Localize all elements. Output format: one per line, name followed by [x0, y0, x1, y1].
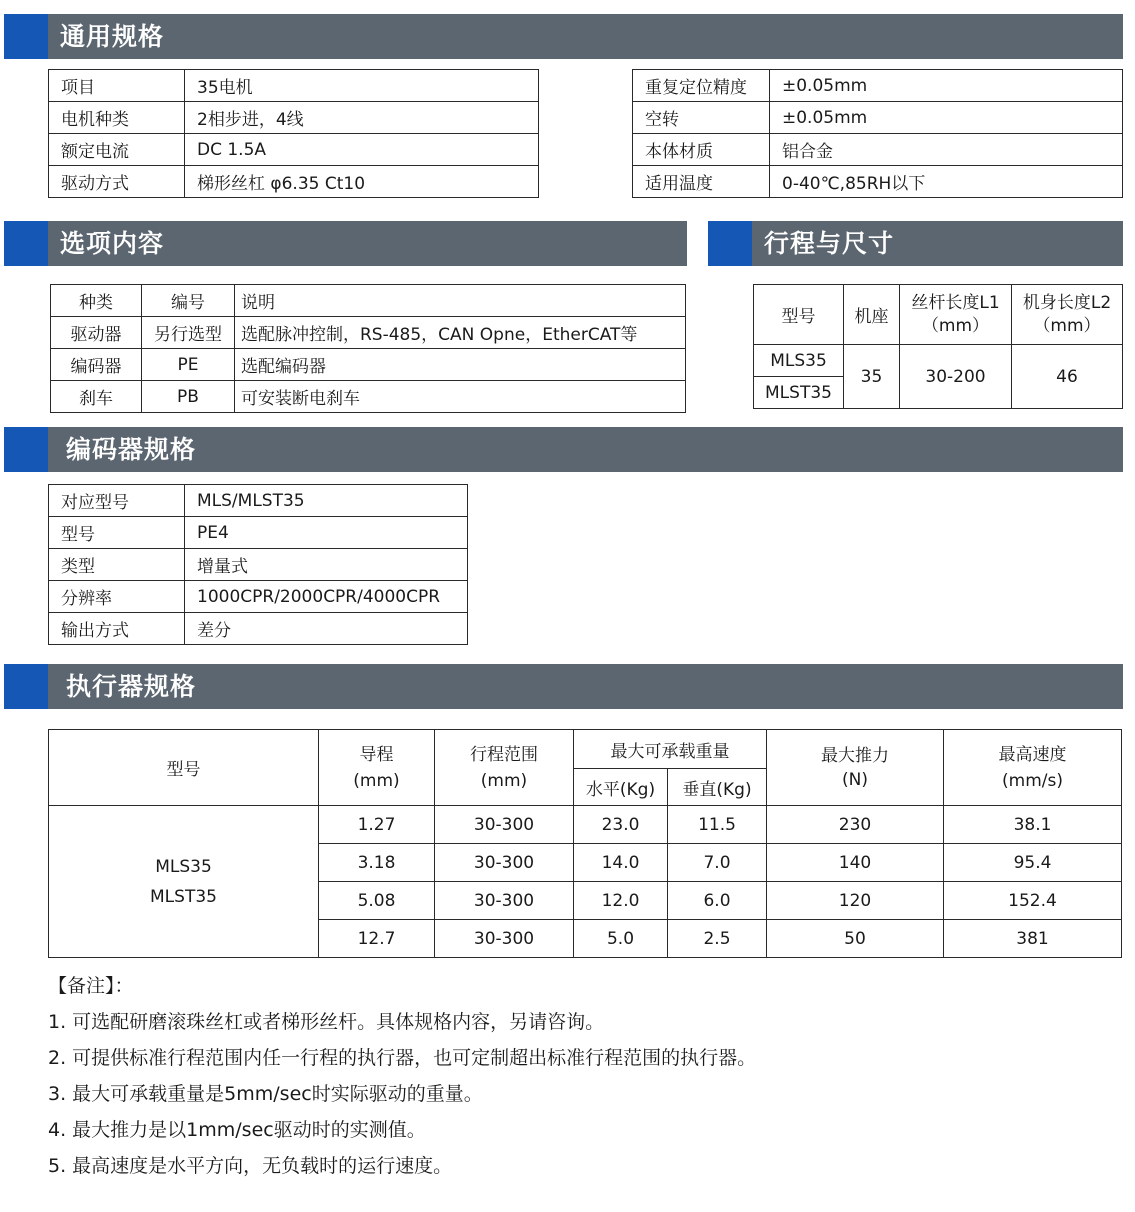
table-row — [51, 349, 686, 381]
range-cell: 30-300 — [435, 844, 574, 882]
section-header-general — [4, 14, 1123, 59]
header-unit: (mm) — [480, 770, 528, 791]
option-code: PB — [142, 381, 235, 413]
l1-cell: 30-200 — [900, 345, 1012, 409]
model-cell — [49, 806, 319, 958]
horizontal-cell: 14.0 — [574, 844, 668, 882]
general-spec-table-right — [632, 69, 1123, 198]
column-header: 种类 — [51, 285, 142, 317]
table-header-row — [51, 285, 686, 317]
table-row — [754, 345, 1123, 377]
table-row — [633, 102, 1123, 134]
table-row — [633, 134, 1123, 166]
header-line: 机身长度L2 — [1022, 292, 1112, 313]
thrust-cell: 140 — [767, 844, 944, 882]
spec-value: 1000CPR/2000CPR/4000CPR — [185, 581, 468, 613]
lead-cell: 12.7 — [319, 920, 435, 958]
spec-key: 空转 — [633, 102, 770, 134]
spec-key: 项目 — [49, 70, 185, 102]
spec-value: 梯形丝杠 φ6.35 Ct10 — [185, 166, 539, 198]
column-header: 编号 — [142, 285, 235, 317]
spec-value: 铝合金 — [770, 134, 1123, 166]
header-line: 丝杆长度L1 — [911, 292, 1000, 313]
section-title-general: 通用规格 — [60, 22, 165, 51]
horizontal-cell: 12.0 — [574, 882, 668, 920]
thrust-cell: 120 — [767, 882, 944, 920]
spec-key: 电机种类 — [49, 102, 185, 134]
spec-value: 2相步进，4线 — [185, 102, 539, 134]
column-header: 机座 — [844, 285, 900, 345]
spec-value: ±0.05mm — [770, 102, 1123, 134]
column-header: 型号 — [754, 285, 844, 345]
spec-value: MLS/MLST35 — [185, 485, 468, 517]
section-accent — [4, 14, 48, 59]
model-cell: MLST35 — [754, 377, 844, 409]
options-table — [50, 284, 686, 413]
section-accent — [4, 427, 48, 472]
column-header: 说明 — [235, 285, 686, 317]
spec-key: 对应型号 — [49, 485, 185, 517]
header-line: 行程范围 — [470, 744, 538, 765]
spec-value: 增量式 — [185, 549, 468, 581]
spec-value: PE4 — [185, 517, 468, 549]
vertical-cell: 6.0 — [668, 882, 767, 920]
column-header-lead — [319, 730, 435, 806]
option-desc: 选配编码器 — [235, 349, 686, 381]
table-row — [633, 166, 1123, 198]
thrust-cell: 230 — [767, 806, 944, 844]
section-header-stroke — [708, 221, 1123, 266]
header-unit: (N) — [842, 769, 868, 790]
spec-value: DC 1.5A — [185, 134, 539, 166]
table-row — [49, 134, 539, 166]
speed-cell: 38.1 — [944, 806, 1122, 844]
section-header-options — [4, 221, 687, 266]
header-unit: (mm) — [353, 770, 400, 791]
option-desc: 可安装断电刹车 — [235, 381, 686, 413]
lead-cell: 1.27 — [319, 806, 435, 844]
section-title-options: 选项内容 — [60, 229, 165, 258]
spec-key: 输出方式 — [49, 613, 185, 645]
section-accent — [708, 221, 752, 266]
note-item: 2. 可提供标准行程范围内任一行程的执行器，也可定制超出标准行程范围的执行器。 — [48, 1047, 757, 1069]
table-row — [49, 613, 468, 645]
table-row — [49, 581, 468, 613]
lead-cell: 3.18 — [319, 844, 435, 882]
section-title-stroke: 行程与尺寸 — [764, 229, 895, 258]
speed-cell: 152.4 — [944, 882, 1122, 920]
base-cell: 35 — [844, 345, 900, 409]
table-row — [633, 70, 1123, 102]
table-row — [49, 485, 468, 517]
range-cell: 30-300 — [435, 920, 574, 958]
model-cell: MLS35 — [754, 345, 844, 377]
range-cell: 30-300 — [435, 806, 574, 844]
table-header-row — [754, 285, 1123, 345]
column-header-model: 型号 — [49, 730, 319, 806]
spec-key: 型号 — [49, 517, 185, 549]
column-header — [900, 285, 1012, 345]
spec-key: 适用温度 — [633, 166, 770, 198]
column-header-thrust — [767, 730, 944, 806]
stroke-size-table — [753, 284, 1123, 409]
table-row — [49, 549, 468, 581]
section-accent — [4, 221, 48, 266]
header-line: 导程 — [359, 744, 394, 765]
column-header-vertical: 垂直(Kg) — [668, 769, 767, 806]
vertical-cell: 11.5 — [668, 806, 767, 844]
encoder-spec-table — [48, 484, 468, 645]
thrust-cell: 50 — [767, 920, 944, 958]
option-desc: 选配脉冲控制，RS-485，CAN Opne，EtherCAT等 — [235, 317, 686, 349]
section-title-encoder: 编码器规格 — [66, 435, 197, 464]
horizontal-cell: 5.0 — [574, 920, 668, 958]
actuator-spec-table — [48, 729, 1122, 958]
lead-cell: 5.08 — [319, 882, 435, 920]
note-item: 4. 最大推力是以1mm/sec驱动时的实测值。 — [48, 1119, 426, 1141]
header-line: 最大推力 — [821, 745, 889, 766]
section-header-actuator — [4, 664, 1123, 709]
option-type: 刹车 — [51, 381, 142, 413]
header-unit: (mm/s) — [1002, 770, 1063, 791]
note-item: 5. 最高速度是水平方向，无负载时的运行速度。 — [48, 1155, 453, 1177]
range-cell: 30-300 — [435, 882, 574, 920]
table-row — [51, 317, 686, 349]
column-header-range — [435, 730, 574, 806]
note-item: 1. 可选配研磨滚珠丝杠或者梯形丝杆。具体规格内容，另请咨询。 — [48, 1011, 605, 1033]
speed-cell: 95.4 — [944, 844, 1122, 882]
spec-key: 类型 — [49, 549, 185, 581]
vertical-cell: 2.5 — [668, 920, 767, 958]
spec-value: 0-40℃,85RH以下 — [770, 166, 1123, 198]
section-title-actuator: 执行器规格 — [66, 672, 197, 701]
header-unit: （mm） — [1033, 315, 1101, 336]
header-line: 最高速度 — [998, 744, 1067, 765]
section-header-encoder — [4, 427, 1123, 472]
l2-cell: 46 — [1012, 345, 1123, 409]
table-header-row — [49, 730, 1122, 769]
table-row — [49, 517, 468, 549]
spec-key: 额定电流 — [49, 134, 185, 166]
header-unit: （mm） — [921, 315, 990, 336]
section-accent — [4, 664, 48, 709]
notes-title: 【备注】： — [48, 975, 134, 997]
spec-key: 重复定位精度 — [633, 70, 770, 102]
general-spec-table-left — [48, 69, 539, 198]
table-row — [51, 381, 686, 413]
table-row — [49, 70, 539, 102]
spec-value: 差分 — [185, 613, 468, 645]
column-header-speed — [944, 730, 1122, 806]
table-row — [49, 806, 1122, 844]
option-type: 编码器 — [51, 349, 142, 381]
spec-key: 本体材质 — [633, 134, 770, 166]
table-row — [49, 166, 539, 198]
column-header — [1012, 285, 1123, 345]
vertical-cell: 7.0 — [668, 844, 767, 882]
spec-value: ±0.05mm — [770, 70, 1123, 102]
option-code: 另行选型 — [142, 317, 235, 349]
spec-key: 分辨率 — [49, 581, 185, 613]
table-row — [49, 102, 539, 134]
speed-cell: 381 — [944, 920, 1122, 958]
note-item: 3. 最大可承载重量是5mm/sec时实际驱动的重量。 — [48, 1083, 483, 1105]
spec-value: 35电机 — [185, 70, 539, 102]
column-header-horizontal: 水平(Kg) — [574, 769, 668, 806]
model-name: MLST35 — [150, 886, 217, 907]
column-header-load: 最大可承载重量 — [574, 730, 767, 769]
horizontal-cell: 23.0 — [574, 806, 668, 844]
notes-block — [48, 968, 756, 1184]
spec-key: 驱动方式 — [49, 166, 185, 198]
option-type: 驱动器 — [51, 317, 142, 349]
model-name: MLS35 — [155, 856, 212, 877]
option-code: PE — [142, 349, 235, 381]
